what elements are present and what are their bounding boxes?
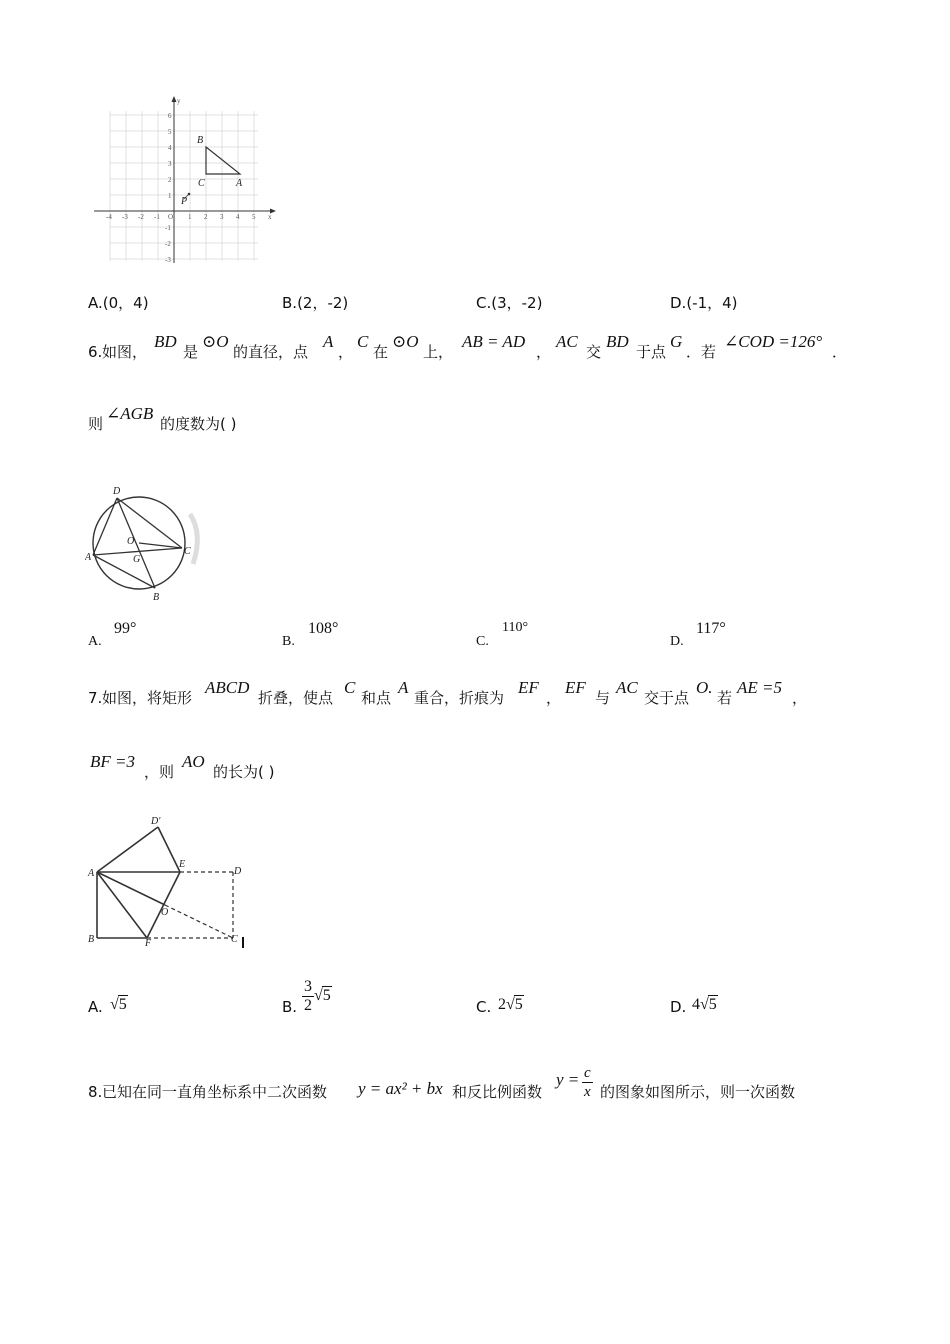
svg-text:-4: -4: [106, 213, 112, 221]
svg-text:B: B: [88, 934, 95, 945]
q5-coordinate-graph: [88, 95, 283, 265]
q6-option-d[interactable]: D. 117°: [670, 620, 726, 649]
point-a-label: A: [236, 178, 243, 189]
svg-text:D: D: [234, 866, 242, 877]
svg-text:-3: -3: [165, 256, 171, 264]
svg-text:C: C: [184, 546, 191, 557]
svg-text:1: 1: [188, 213, 192, 221]
point-c-label: C: [198, 178, 205, 189]
q6-circle-figure: [85, 484, 210, 602]
svg-text:-1: -1: [165, 224, 171, 232]
svg-text:6: 6: [168, 112, 172, 120]
svg-text:E: E: [179, 859, 186, 870]
svg-text:G: G: [133, 554, 141, 565]
x-axis-label: x: [268, 213, 272, 221]
svg-text:3: 3: [220, 213, 224, 221]
q7-rectangle-fold-figure: [85, 815, 255, 955]
point-p-label: P: [181, 196, 188, 207]
q7-option-d[interactable]: D. 4√5: [670, 996, 717, 1016]
origin-label: O: [168, 213, 174, 221]
svg-text:-2: -2: [165, 240, 171, 248]
svg-text:4: 4: [168, 144, 172, 152]
svg-text:4: 4: [236, 213, 240, 221]
q6-option-b[interactable]: B. 108°: [282, 620, 339, 649]
svg-text:F: F: [145, 938, 152, 949]
question-number: 8.: [88, 1083, 103, 1101]
svg-text:O: O: [127, 536, 135, 547]
y-axis-label: y: [177, 97, 181, 105]
question-number: 7.: [88, 689, 103, 707]
svg-text:A: A: [88, 868, 95, 879]
q7-option-b[interactable]: B. $\frac{3}{2}$ √5: [282, 978, 331, 1016]
svg-text:D': D': [151, 816, 161, 827]
svg-text:1: 1: [168, 192, 172, 200]
svg-text:D: D: [113, 486, 121, 497]
svg-text:A: A: [85, 552, 92, 563]
svg-text:-2: -2: [138, 213, 144, 221]
svg-text:B: B: [153, 592, 160, 602]
triangle-abc: [206, 147, 240, 174]
q6-option-a[interactable]: A. 99°: [88, 620, 137, 649]
svg-text:2: 2: [204, 213, 208, 221]
svg-text:5: 5: [252, 213, 256, 221]
q5-option-c[interactable]: C.(3，-2): [476, 294, 543, 312]
question-number: 6.: [88, 343, 103, 361]
svg-text:5: 5: [168, 128, 172, 136]
point-b-label: B: [197, 135, 204, 146]
q5-option-d[interactable]: D.(-1，4): [670, 294, 738, 312]
q5-option-a[interactable]: A.(0，4): [88, 294, 149, 312]
svg-text:-3: -3: [122, 213, 128, 221]
svg-text:3: 3: [168, 160, 172, 168]
svg-text:O: O: [161, 907, 169, 918]
q6-option-c[interactable]: C. 110°: [476, 620, 529, 649]
q7-option-c[interactable]: C. 2√5: [476, 996, 523, 1016]
q5-option-b[interactable]: B.(2，-2): [282, 294, 349, 312]
q7-option-a[interactable]: A. √5: [88, 996, 127, 1016]
svg-text:C: C: [231, 934, 238, 945]
svg-text:2: 2: [168, 176, 172, 184]
svg-text:-1: -1: [154, 213, 160, 221]
